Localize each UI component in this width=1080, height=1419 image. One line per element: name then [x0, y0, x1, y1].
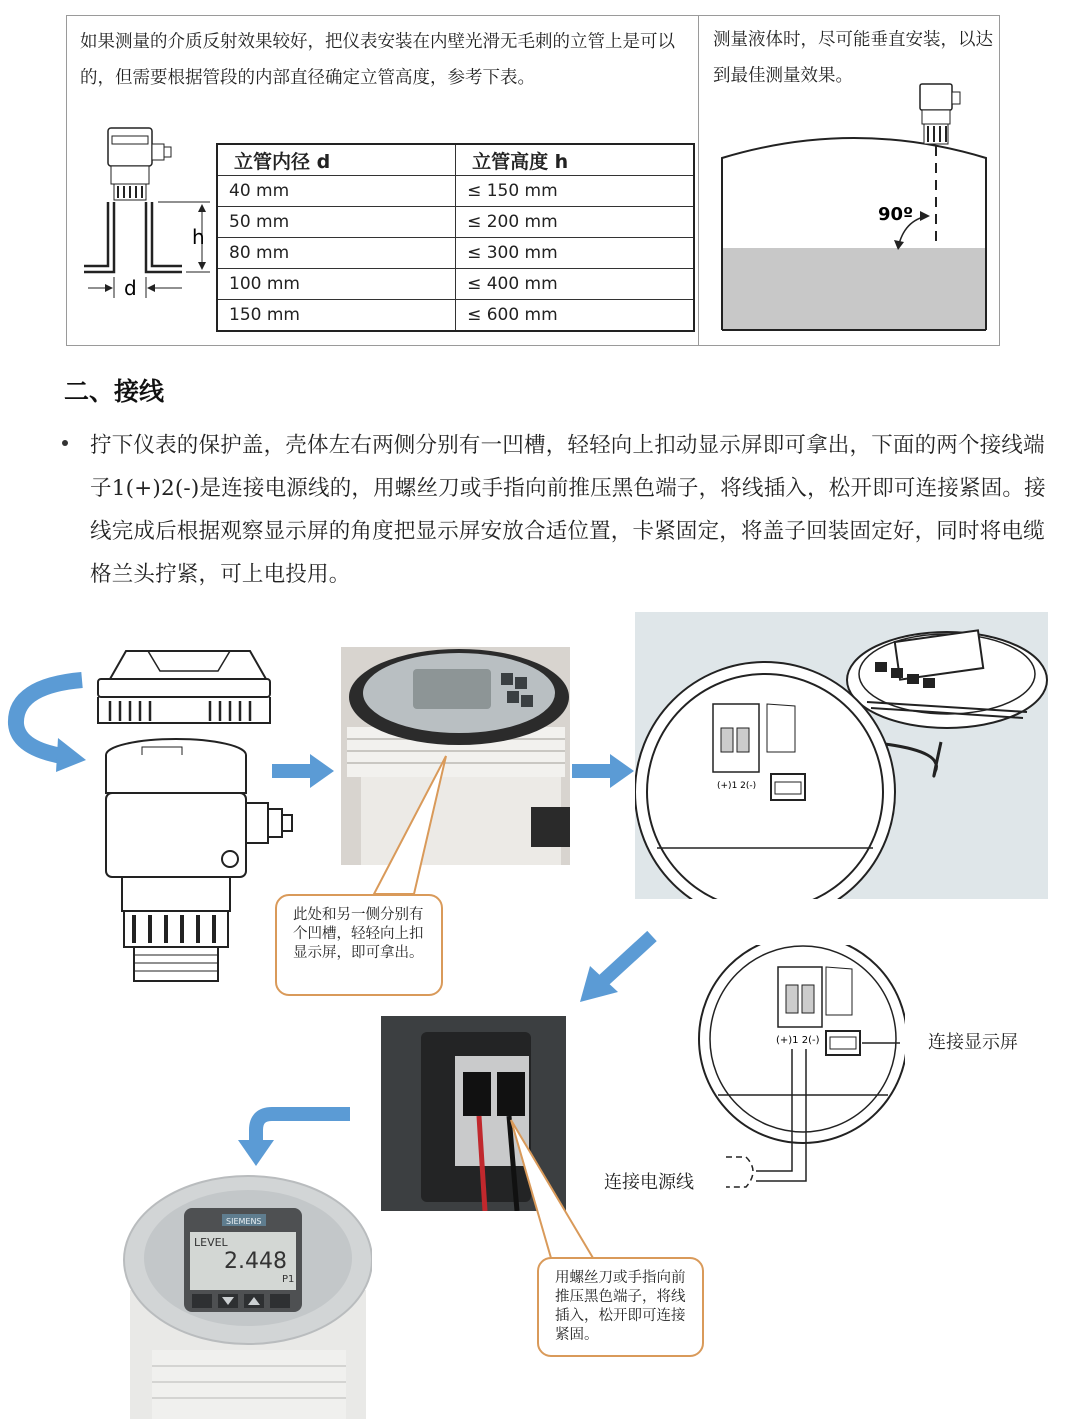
standpipe-note: 如果测量的介质反射效果较好，把仪表安装在内壁光滑无毛刺的立管上是可以的，但需要根据管段的内部直径确定立管高度，参考下表。 [80, 32, 675, 88]
table-cell: 150 mm [217, 300, 456, 332]
arrow-right-icon [572, 754, 636, 788]
display-mode: LEVEL [194, 1236, 228, 1249]
liquid-note: 测量液体时，尽可能垂直安装，以达到最佳测量效果。 [713, 30, 993, 86]
display-wiring-panel [635, 612, 1048, 899]
box-divider [698, 15, 699, 346]
label-power: 连接电源线 [604, 1172, 694, 1193]
table-cell: ≤ 150 mm [456, 176, 694, 207]
table-row [217, 269, 694, 300]
table-row [217, 238, 694, 269]
callout-pointer [360, 752, 450, 898]
table-cell: 80 mm [217, 238, 456, 269]
standpipe-diagram [78, 122, 218, 302]
d-label: d [124, 276, 137, 300]
tank-diagram [718, 80, 993, 332]
terminal-label: (+)1 2(-) [776, 1035, 820, 1046]
label-display: 连接显示屏 [928, 1032, 1018, 1053]
table-header-row [217, 144, 694, 176]
terminal-circle-diagram [600, 945, 905, 1195]
table-row [217, 176, 694, 207]
callout-groove: 此处和另一侧分别有个凹槽，轻轻向上扣显示屏，即可拿出。 [275, 894, 443, 996]
table-cell: ≤ 200 mm [456, 207, 694, 238]
callout-pointer [505, 1116, 615, 1262]
display-reading: 2.448 [224, 1249, 287, 1274]
table-row [217, 207, 694, 238]
table-header: 立管内径 d [217, 144, 456, 176]
callout-terminal: 用螺丝刀或手指向前推压黑色端子，将线插入，松开即可连接紧固。 [537, 1257, 704, 1357]
table-cell: 100 mm [217, 269, 456, 300]
terminal-label: (+)1 2(-) [717, 781, 757, 791]
angle-label: 90º [878, 204, 914, 225]
device-exploded-drawing [90, 643, 295, 983]
table-cell: 50 mm [217, 207, 456, 238]
table-row [217, 300, 694, 332]
arrow-right-icon [272, 754, 336, 788]
liquid-surface [723, 248, 985, 330]
display-unit: P1 [282, 1274, 295, 1285]
table-cell: 40 mm [217, 176, 456, 207]
arrow-return-icon [232, 1106, 352, 1170]
table-header: 立管高度 h [456, 144, 694, 176]
table-cell: ≤ 400 mm [456, 269, 694, 300]
wiring-instruction: 拧下仪表的保护盖，壳体左右两侧分别有一凹槽，轻轻向上扣动显示屏即可拿出，下面的两个接线端子1(+)2(-)是连接电源线的，用螺丝刀或手指向前推压黑色端子，将线插入，松开即可连接紧固。接线完成后根据观察显示屏的角度把显示屏安放合适位置，卡紧固定，将盖子回装固定好，同时将电缆格兰头拧紧，可上电投用。 [90, 433, 1046, 587]
standpipe-table [216, 143, 695, 332]
bullet-icon [62, 440, 68, 446]
assembled-device-photo [122, 1170, 372, 1419]
section-title: 二、接线 [64, 377, 165, 406]
table-cell: ≤ 600 mm [456, 300, 694, 332]
h-label: h [192, 225, 205, 249]
table-cell: ≤ 300 mm [456, 238, 694, 269]
display-brand: SIEMENS [226, 1217, 262, 1226]
